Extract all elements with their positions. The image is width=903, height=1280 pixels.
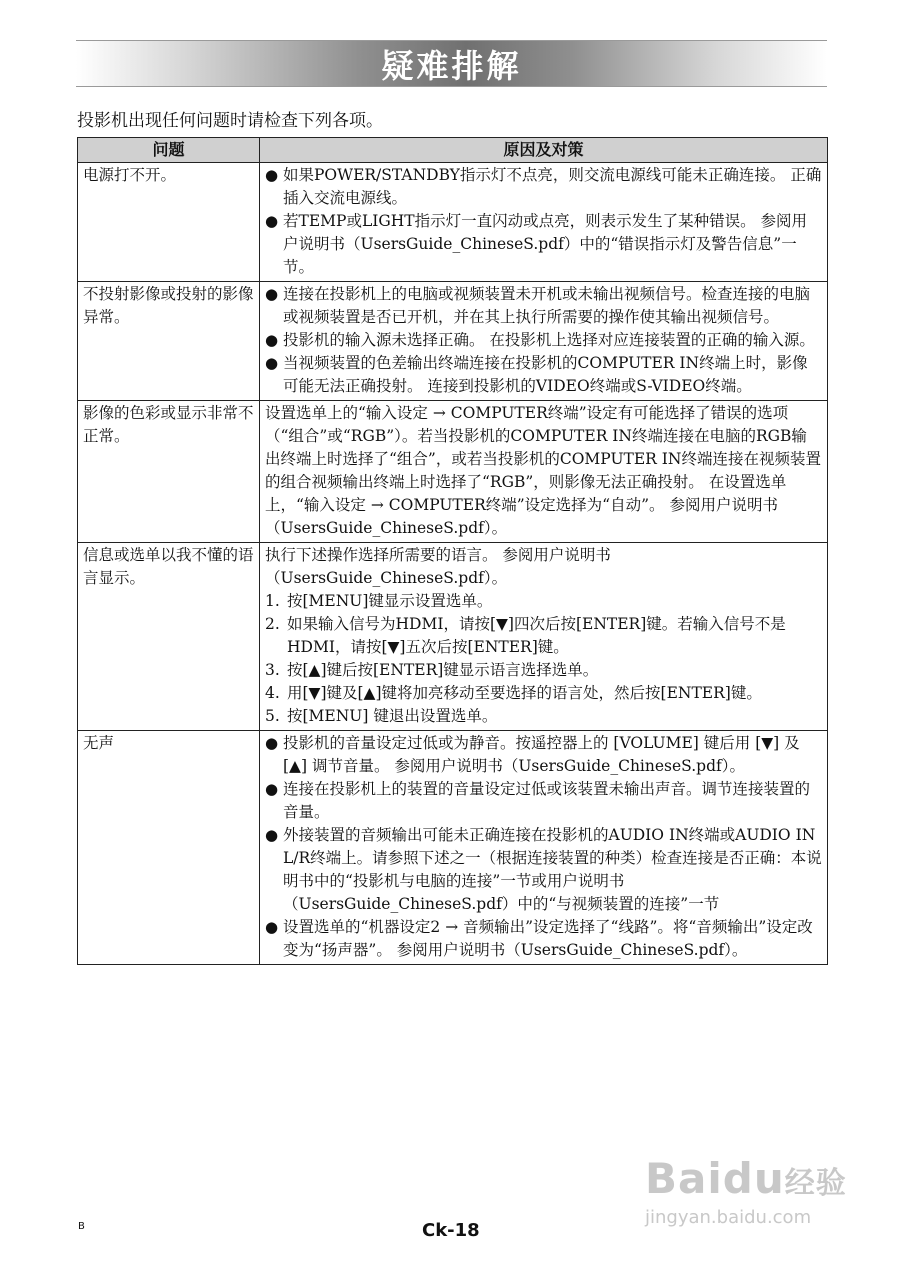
problem-cell: 信息或选单以我不懂的语言显示。: [78, 543, 260, 731]
step-number: 1.: [265, 592, 280, 610]
page-number: Ck-18: [422, 1220, 480, 1241]
problem-cell: 电源打不开。: [78, 163, 260, 282]
list-item: [265, 283, 822, 329]
baidu-watermark: [645, 1156, 855, 1236]
bullet-icon: ●: [265, 826, 279, 844]
table-row: [78, 731, 828, 965]
item-text: 若TEMP或LIGHT指示灯一直闪动或点亮，则表示发生了某种错误。 参阅用户说明书（UsersGuide_ChineseS.pdf）中的“错误指示灯及警告信息”一节。: [283, 212, 808, 276]
header-problem: 问题: [78, 138, 260, 163]
table-row: [78, 282, 828, 401]
table-row: [78, 401, 828, 543]
step-item: [265, 590, 822, 613]
item-text: 连接在投影机上的装置的音量设定过低或该装置未输出声音。调节连接装置的音量。: [283, 780, 811, 821]
list-item: [265, 732, 822, 778]
table-header-row: [78, 138, 828, 163]
title-banner: [76, 40, 827, 87]
bullet-icon: ●: [265, 285, 279, 303]
bullet-icon: ●: [265, 166, 279, 184]
item-text: 外接装置的音频输出可能未正确连接在投影机的AUDIO IN终端或AUDIO IN L/R终端上。请参照下述之一（根据连接装置的种类）检查连接是否正确：本说明书中的“投影机与电脑的连接”一节或用户说明书（UsersGuide_ChineseS.pdf）中的“与视频装置的连接”一节: [283, 826, 822, 913]
step-number: 4.: [265, 684, 280, 702]
solution-cell: [260, 543, 828, 731]
problem-cell: 不投射影像或投射的影像异常。: [78, 282, 260, 401]
troubleshooting-table: [77, 137, 828, 965]
solution-cell: [260, 731, 828, 965]
step-number: 2.: [265, 615, 280, 633]
item-text: 设置选单的“机器设定2 → 音频输出”设定选择了“线路”。将“音频输出”设定改变为“扬声器”。 参阅用户说明书（UsersGuide_ChineseS.pdf）。: [283, 918, 813, 959]
baidu-logo-cn: 经验: [784, 1166, 847, 1201]
bullet-icon: ●: [265, 331, 279, 349]
table-row: [78, 543, 828, 731]
page-title: 疑难排解: [381, 46, 522, 85]
bullet-icon: ●: [265, 212, 279, 230]
step-text: 如果输入信号为HDMI，请按[▼]四次后按[ENTER]键。若输入信号不是HDMI，请按[▼]五次后按[ENTER]键。: [287, 615, 786, 656]
list-item: [265, 210, 822, 279]
list-item: [265, 352, 822, 398]
step-text: 按[MENU] 键退出设置选单。: [287, 707, 498, 725]
item-text: 连接在投影机上的电脑或视频装置未开机或未输出视频信号。检查连接的电脑或视频装置是否已开机，并在其上执行所需要的操作使其输出视频信号。: [283, 285, 811, 326]
intro-text: 投影机出现任何问题时请检查下列各项。: [77, 111, 383, 131]
solution-cell: [260, 163, 828, 282]
problem-cell: 无声: [78, 731, 260, 965]
watermark-url: jingyan.baidu.com: [645, 1207, 812, 1228]
bullet-icon: ●: [265, 354, 279, 372]
list-item: [265, 824, 822, 916]
step-item: [265, 659, 822, 682]
bullet-icon: ●: [265, 780, 279, 798]
list-item: [265, 916, 822, 962]
solution-cell: [260, 282, 828, 401]
list-item: [265, 164, 822, 210]
table-row: [78, 163, 828, 282]
step-text: 按[MENU]键显示设置选单。: [287, 592, 493, 610]
footer-mark: B: [78, 1221, 85, 1232]
bullet-icon: ●: [265, 918, 279, 936]
step-text: 按[▲]键后按[ENTER]键显示语言选择选单。: [287, 661, 599, 679]
solution-intro: 执行下述操作选择所需要的语言。 参阅用户说明书（UsersGuide_ChineseS.pdf）。: [265, 546, 611, 587]
list-item: [265, 778, 822, 824]
list-item: [265, 329, 822, 352]
item-text: 当视频装置的色差输出终端连接在投影机的COMPUTER IN终端上时，影像可能无法正确投射。 连接到投影机的VIDEO终端或S-VIDEO终端。: [283, 354, 808, 395]
bullet-icon: ●: [265, 734, 279, 752]
item-text: 如果POWER/STANDBY指示灯不点亮，则交流电源线可能未正确连接。 正确插入交流电源线。: [283, 166, 822, 207]
solution-cell: 设置选单上的“输入设定 → COMPUTER终端”设定有可能选择了错误的选项（“组合”或“RGB”）。若当投影机的COMPUTER IN终端连接在电脑的RGB输出终端上时选择了“组合”，或若当投影机的COMPUTER IN终端连接在视频装置的组合视频输出终端上时选择了“RGB”，则影像无法正确投射。 在设置选单上，“输入设定 → COMPUTER终端”设定选择为“自动”。 参阅用户说明书（UsersGuide_ChineseS.pdf）。: [260, 401, 828, 543]
header-cause-solution: 原因及对策: [260, 138, 828, 163]
step-text: 用[▼]键及[▲]键将加亮移动至要选择的语言处，然后按[ENTER]键。: [287, 684, 762, 702]
step-item: [265, 682, 822, 705]
step-item: [265, 613, 822, 659]
baidu-logo: [645, 1156, 855, 1207]
step-item: [265, 705, 822, 728]
item-text: 投影机的输入源未选择正确。 在投影机上选择对应连接装置的正确的输入源。: [283, 331, 815, 349]
baidu-logo-paw: du: [722, 1154, 785, 1203]
problem-cell: 影像的色彩或显示非常不正常。: [78, 401, 260, 543]
item-text: 投影机的音量设定过低或为静音。按遥控器上的 [VOLUME] 键后用 [▼] 及 [▲] 调节音量。 参阅用户说明书（UsersGuide_ChineseS.pdf）。: [283, 734, 800, 775]
step-number: 5.: [265, 707, 280, 725]
step-number: 3.: [265, 661, 280, 679]
baidu-logo-text: Bai: [645, 1154, 723, 1203]
